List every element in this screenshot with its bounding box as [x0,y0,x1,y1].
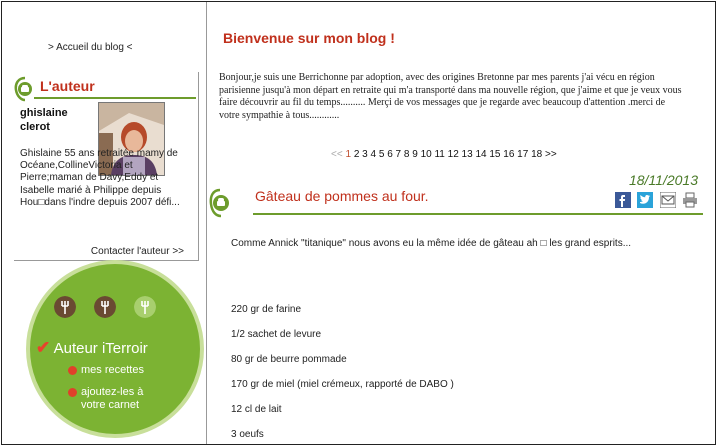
pager-page[interactable]: 7 [395,149,402,160]
iterroir-author-badge[interactable] [26,260,206,440]
pager-page[interactable]: 16 [503,149,515,160]
ingredient-line: 80 gr de beurre pommade [231,354,347,365]
share-bar [613,192,698,210]
pager-current: 1 [345,149,352,160]
pager-page[interactable]: 11 [434,149,445,160]
ingredient-line: 3 oeufs [231,429,264,440]
blog-intro: Bonjour,je suis une Berrichonne par adoption, avec des origines Bretonne par mes parents j'ai vécu en région parisienne jusqu'à mon départ en retraite qui m'a transporté dans ma nouvelle région, que j'aime et que je veux vous faire découvrir au fil du temps.......... Merçi de vos messages que je regarde avec beaucoup d'attention .merci de votre sympathie à tous............ [219,72,682,121]
author-box [14,72,199,261]
email-icon[interactable] [660,192,676,208]
facebook-icon[interactable] [615,192,631,208]
welcome-title: Bienvenue sur mon blog ! [223,30,395,46]
pager-page[interactable]: 9 [412,149,418,160]
twitter-icon[interactable] [637,192,653,208]
fork-icon-light [134,296,156,318]
page-frame [1,1,716,445]
author-bio: Ghislaine 55 ans retraitée mamy de Océane,CollineVictoria et Pierre;maman de Davy,Eddy et Isabelle marié à Philippe depuis Hou□dans l'indre depuis 2007 défi... [20,148,180,208]
author-name[interactable]: ghislaine clerot [20,107,68,133]
pager-next[interactable]: >> [544,149,557,160]
author-section-title: L'auteur [40,78,95,94]
ingredient-line: 220 gr de farine [231,304,302,315]
my-recipes-label: mes recettes [81,364,144,376]
bullet-icon [68,366,77,375]
pagination [331,149,557,160]
pager-page[interactable]: 3 [362,149,368,160]
home-link[interactable]: > Accueil du blog < [48,42,133,53]
post-title[interactable]: Gâteau de pommes au four. [255,188,429,204]
post-intro-line: Comme Annick "titanique" nous avons eu la même idée de gâteau ah □ les grand esprits... [231,238,632,249]
add-to-notebook-label-1: ajoutez-les à [81,386,144,398]
post-header [209,188,231,223]
add-to-notebook-label-2: votre carnet [81,399,140,411]
pager-page[interactable]: 8 [403,149,410,160]
pager-page[interactable]: 17 [517,149,529,160]
pager-page[interactable]: 18 [531,149,543,160]
main-content [206,2,716,444]
badge-title [36,338,148,358]
chef-hat-icon [209,188,231,218]
pager-page[interactable]: 14 [475,149,487,160]
badge-title-text: Auteur iTerroir [53,340,148,357]
pager-page[interactable]: 15 [489,149,501,160]
post-date: 18/11/2013 [628,172,698,188]
my-recipes-link[interactable] [68,364,144,377]
section-divider [34,97,196,99]
ingredient-line: 1/2 sachet de levure [231,329,322,340]
chef-hat-icon [14,76,36,102]
pager-page[interactable]: 5 [378,149,385,160]
sidebar [2,2,198,444]
post-divider [253,213,703,215]
ingredient-line: 12 cl de lait [231,404,282,415]
pager-page[interactable]: 13 [461,149,473,160]
pager-page[interactable]: 4 [370,149,377,160]
pager-prev[interactable]: << [331,149,343,160]
pager-page[interactable]: 6 [387,149,393,160]
fork-icon [54,296,76,318]
checkmark-icon: ✔ [36,338,51,357]
print-icon[interactable] [682,192,698,208]
pager-pages [354,149,545,160]
bullet-icon [68,388,77,397]
pager-page[interactable]: 2 [353,149,360,160]
pager-page[interactable]: 12 [447,149,459,160]
fork-icon-center [94,296,116,318]
ingredient-line: 170 gr de miel (miel crémeux, rapporté de DABO ) [231,379,454,390]
add-to-notebook-link[interactable] [68,386,143,412]
pager-page[interactable]: 10 [420,149,432,160]
contact-author-link[interactable]: Contacter l'auteur >> [90,246,184,257]
